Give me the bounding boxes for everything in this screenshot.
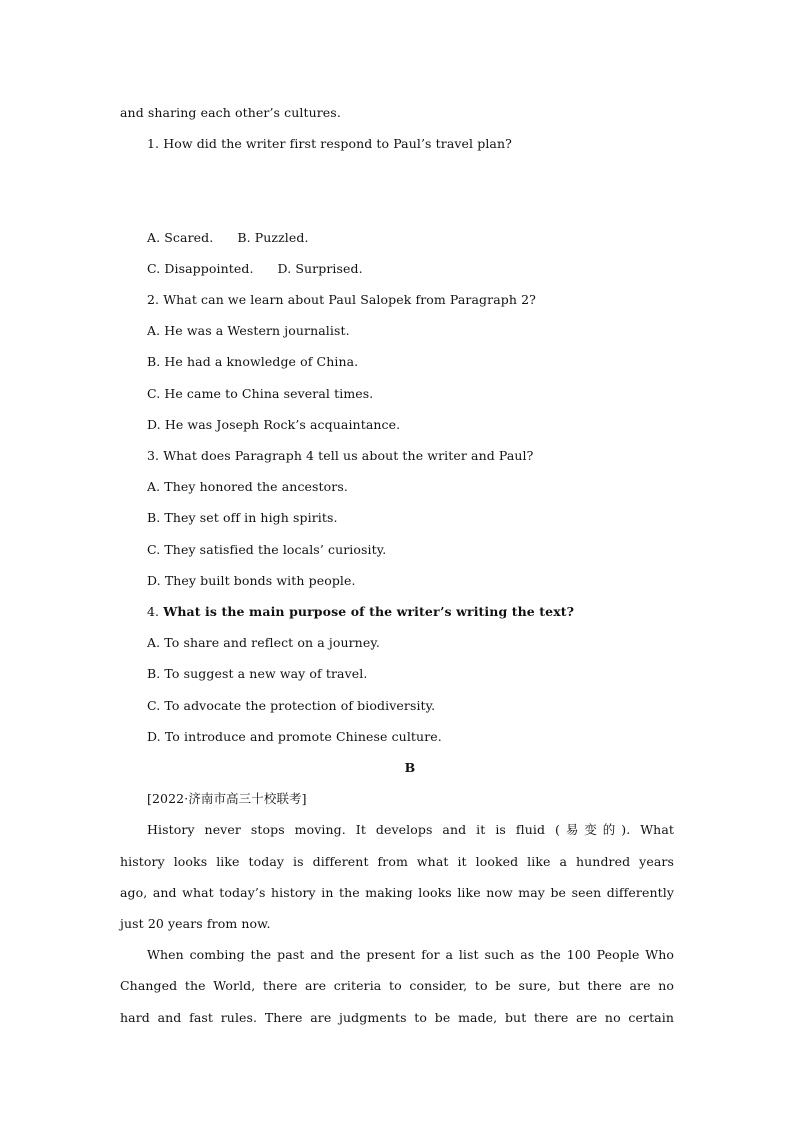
option-a: A. Scared.	[147, 230, 214, 245]
question-4-number: 4.	[147, 604, 164, 619]
option-b: B. They set off in high spirits.	[147, 510, 338, 525]
paragraph-1-line: ago, and what today’s history in the making looks like now may be seen differently	[120, 885, 674, 900]
question-2: 2. What can we learn about Paul Salopek from Paragraph 2?	[147, 292, 536, 307]
section-heading: B	[404, 760, 416, 775]
source-label: [2022·济南市高三十校联考]	[147, 791, 307, 806]
option-a: A. He was a Western journalist.	[147, 323, 350, 338]
paragraph-1-line: history looks like today is different from what it looked like a hundred years	[120, 854, 674, 869]
option-c: C. Disappointed.	[147, 261, 254, 276]
option-c: C. He came to China several times.	[147, 386, 374, 401]
option-c: C. They satisfied the locals’ curiosity.	[147, 542, 387, 557]
question-4	[147, 604, 703, 620]
option-a: A. They honored the ancestors.	[147, 479, 348, 494]
option-c: C. To advocate the protection of biodiversity.	[147, 698, 436, 713]
option-b: B. He had a knowledge of China.	[147, 354, 359, 369]
paragraph-2-line: hard and fast rules. There are judgments to be made, but there are no certain	[120, 1010, 674, 1025]
option-b: B. To suggest a new way of travel.	[147, 666, 368, 681]
option-d: D. They built bonds with people.	[147, 573, 356, 588]
option-a: A. To share and reflect on a journey.	[147, 635, 380, 650]
option-d: D. To introduce and promote Chinese culture.	[147, 729, 442, 744]
question-1-options-ab	[147, 230, 703, 246]
question-1-options-cd	[147, 261, 703, 277]
paragraph-2-line: Changed the World, there are criteria to consider, to be sure, but there are no	[120, 978, 674, 993]
paragraph-1-line: History never stops moving. It develops and it is fluid (易变的). What	[147, 822, 674, 837]
option-d: D. Surprised.	[277, 261, 363, 276]
option-b: B. Puzzled.	[237, 230, 309, 245]
question-1: 1. How did the writer first respond to Paul’s travel plan?	[147, 136, 512, 151]
option-d: D. He was Joseph Rock’s acquaintance.	[147, 417, 401, 432]
question-3: 3. What does Paragraph 4 tell us about the writer and Paul?	[147, 448, 534, 463]
paragraph-2-line: When combing the past and the present for a list such as the 100 People Who	[147, 947, 674, 962]
text-line: and sharing each other’s cultures.	[120, 105, 341, 120]
paragraph-1-line: just 20 years from now.	[120, 916, 271, 931]
question-4-text: What is the main purpose of the writer’s writing the text?	[163, 604, 575, 619]
